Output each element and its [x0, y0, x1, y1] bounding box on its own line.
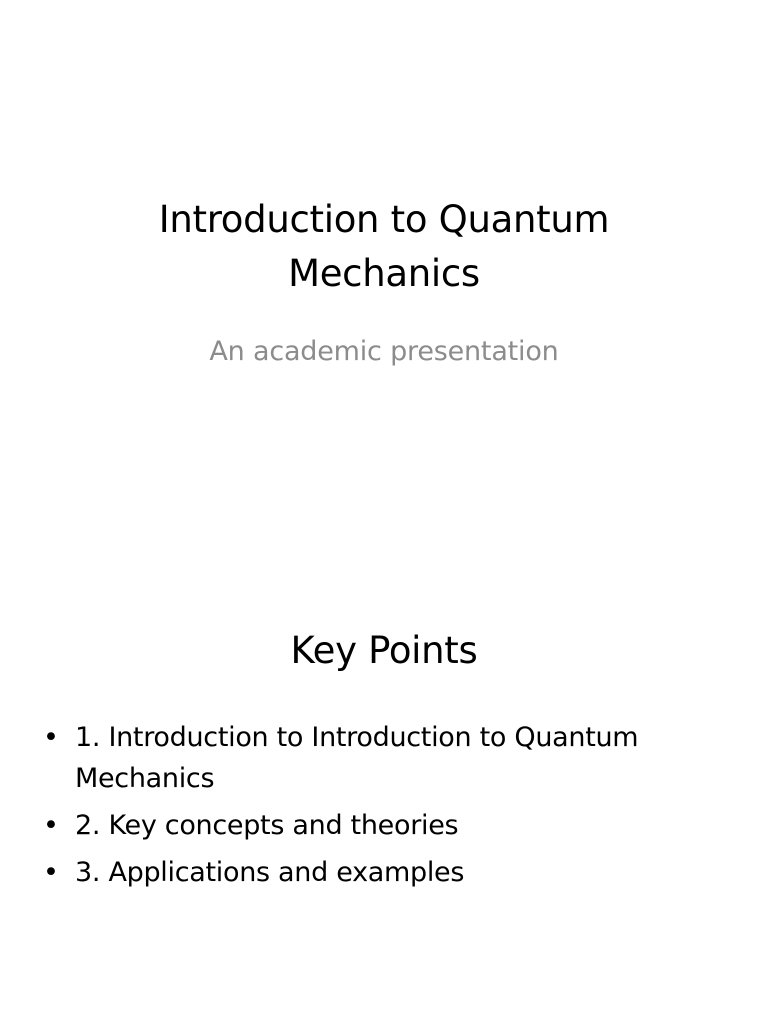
slide-subtitle: An academic presentation	[209, 336, 559, 367]
list-item	[38, 805, 706, 846]
bullet-list	[38, 717, 706, 899]
slide-title: Introduction to Quantum Mechanics	[158, 198, 610, 295]
list-item	[38, 717, 706, 799]
list-item	[38, 852, 706, 893]
bullet-icon: •	[43, 810, 59, 841]
bullet-icon: •	[43, 857, 59, 888]
list-item-text: 1. Introduction to Introduction to Quantum Mechanics	[75, 722, 639, 794]
list-item-text: 2. Key concepts and theories	[75, 810, 459, 841]
section-heading: Key Points	[290, 629, 478, 672]
bullet-icon: •	[43, 722, 59, 753]
key-points-slide	[0, 512, 768, 1024]
list-item-text: 3. Applications and examples	[75, 857, 465, 888]
